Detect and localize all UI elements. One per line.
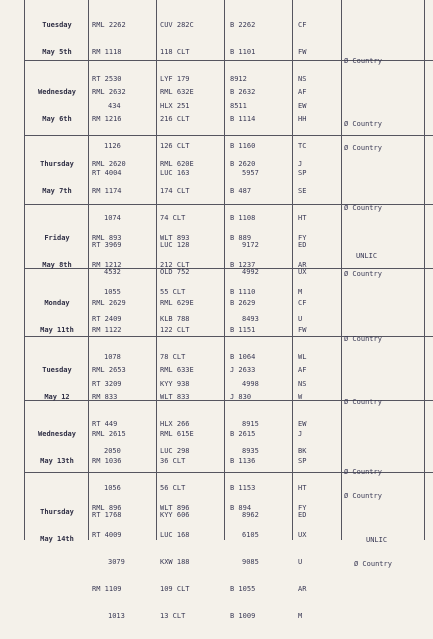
roster-column-4: AF W EW BK <box>298 366 307 455</box>
roster-column-4: AF HH TC SP <box>298 88 307 177</box>
day-label: Tuesday May 12 <box>42 366 72 401</box>
roster-column-3: B 2629 B 1151 B 1064 4998 <box>230 299 259 388</box>
column-line <box>224 0 225 540</box>
roster-column-1: RML 896 RT 4009 3079 RM 1109 1013 <box>92 504 125 620</box>
roster-column-1: RML 2632 RM 1216 1126 RT 4004 <box>92 88 126 177</box>
roster-column-4: FY AR M U <box>298 234 307 323</box>
roster-column-3: B 2262 B 1101 8912 8511 <box>230 21 256 110</box>
roster-column-1: RML 893 RM 1212 1055 RT 2409 <box>92 234 122 323</box>
roster-column-2: RML 633E WLT 833 HLX 266 LUC 298 <box>160 366 194 455</box>
column-line <box>341 0 342 540</box>
roster-column-4: CF FW NS EW <box>298 21 307 110</box>
roster-column-1: RML 2615 RM 1036 1056 RT 1768 <box>92 430 126 519</box>
roster-column-1: RML 2629 RM 1122 1078 RT 3209 <box>92 299 126 388</box>
day-label: Friday May 8th <box>42 234 72 269</box>
day-label: Thursday May 14th <box>40 508 74 543</box>
roster-column-3: B 2620 B 487 B 1108 9172 4992 <box>230 160 259 276</box>
notes-cell: Ø Country Ø Country <box>344 468 382 500</box>
notes-cell: Ø Country Ø Country <box>344 120 382 152</box>
roster-column-4: CF FW WL NS <box>298 299 307 388</box>
column-line <box>424 0 425 540</box>
column-line <box>156 0 157 540</box>
column-line <box>88 0 89 540</box>
day-label: Monday May 11th <box>40 299 74 334</box>
day-label: Thursday May 7th <box>40 160 74 195</box>
roster-column-2: RML 620E 174 CLT 74 CLT LUC 128 OLD 752 <box>160 160 194 276</box>
column-line <box>292 0 293 540</box>
roster-column-4: J SE HT ED UX <box>298 160 307 276</box>
day-label: Tuesday May 5th <box>42 21 72 56</box>
roster-column-1: RML 2653 RM 833 RT 449 2050 <box>92 366 126 455</box>
roster-column-2: RML 615E 36 CLT 56 CLT KYY 606 <box>160 430 194 519</box>
roster-column-2: WLT 896 LUC 168 KXW 188 109 CLT 13 CLT <box>160 504 190 620</box>
roster-column-1: RML 2620 RM 1174 1074 RT 3969 4532 <box>92 160 126 276</box>
roster-column-4: FY UX U AR M <box>298 504 307 620</box>
day-label: Wednesday May 13th <box>38 430 76 465</box>
notes-cell: UNLIC Ø Country <box>354 536 392 568</box>
roster-column-3: J 2633 J 830 8915 8935 <box>230 366 259 455</box>
roster-column-3: B 894 6105 9085 B 1055 B 1009 <box>230 504 259 620</box>
roster-column-4: J SP HT ED <box>298 430 307 519</box>
notes-cell: Ø Country <box>344 57 382 65</box>
notes-unlic: UNLIC <box>356 252 378 260</box>
column-line <box>24 0 25 540</box>
roster-column-2: CUV 282C 118 CLT LYF 179 HLX 251 <box>160 21 194 110</box>
day-label: Wednesday May 6th <box>38 88 76 123</box>
notes-cell: Ø Country <box>344 335 382 343</box>
notes-cell: Ø Country <box>344 270 382 278</box>
roster-column-1: RML 2262 RM 1118 RT 2530 434 <box>92 21 126 110</box>
roster-column-2: RML 629E 122 CLT 78 CLT KYY 938 <box>160 299 194 388</box>
roster-column-2: RML 632E 216 CLT 126 CLT LUC 163 <box>160 88 194 177</box>
notes-cell: Ø Country <box>344 204 382 212</box>
roster-column-3: B 2615 B 1136 B 1153 8962 <box>230 430 259 519</box>
roster-column-3: B 889 B 1237 B 1110 8493 <box>230 234 259 323</box>
roster-column-2: WLT 893 212 CLT 55 CLT KLB 788 <box>160 234 190 323</box>
roster-column-3: B 2632 B 1114 B 1160 5957 <box>230 88 259 177</box>
notes-cell: Ø Country <box>344 398 382 406</box>
